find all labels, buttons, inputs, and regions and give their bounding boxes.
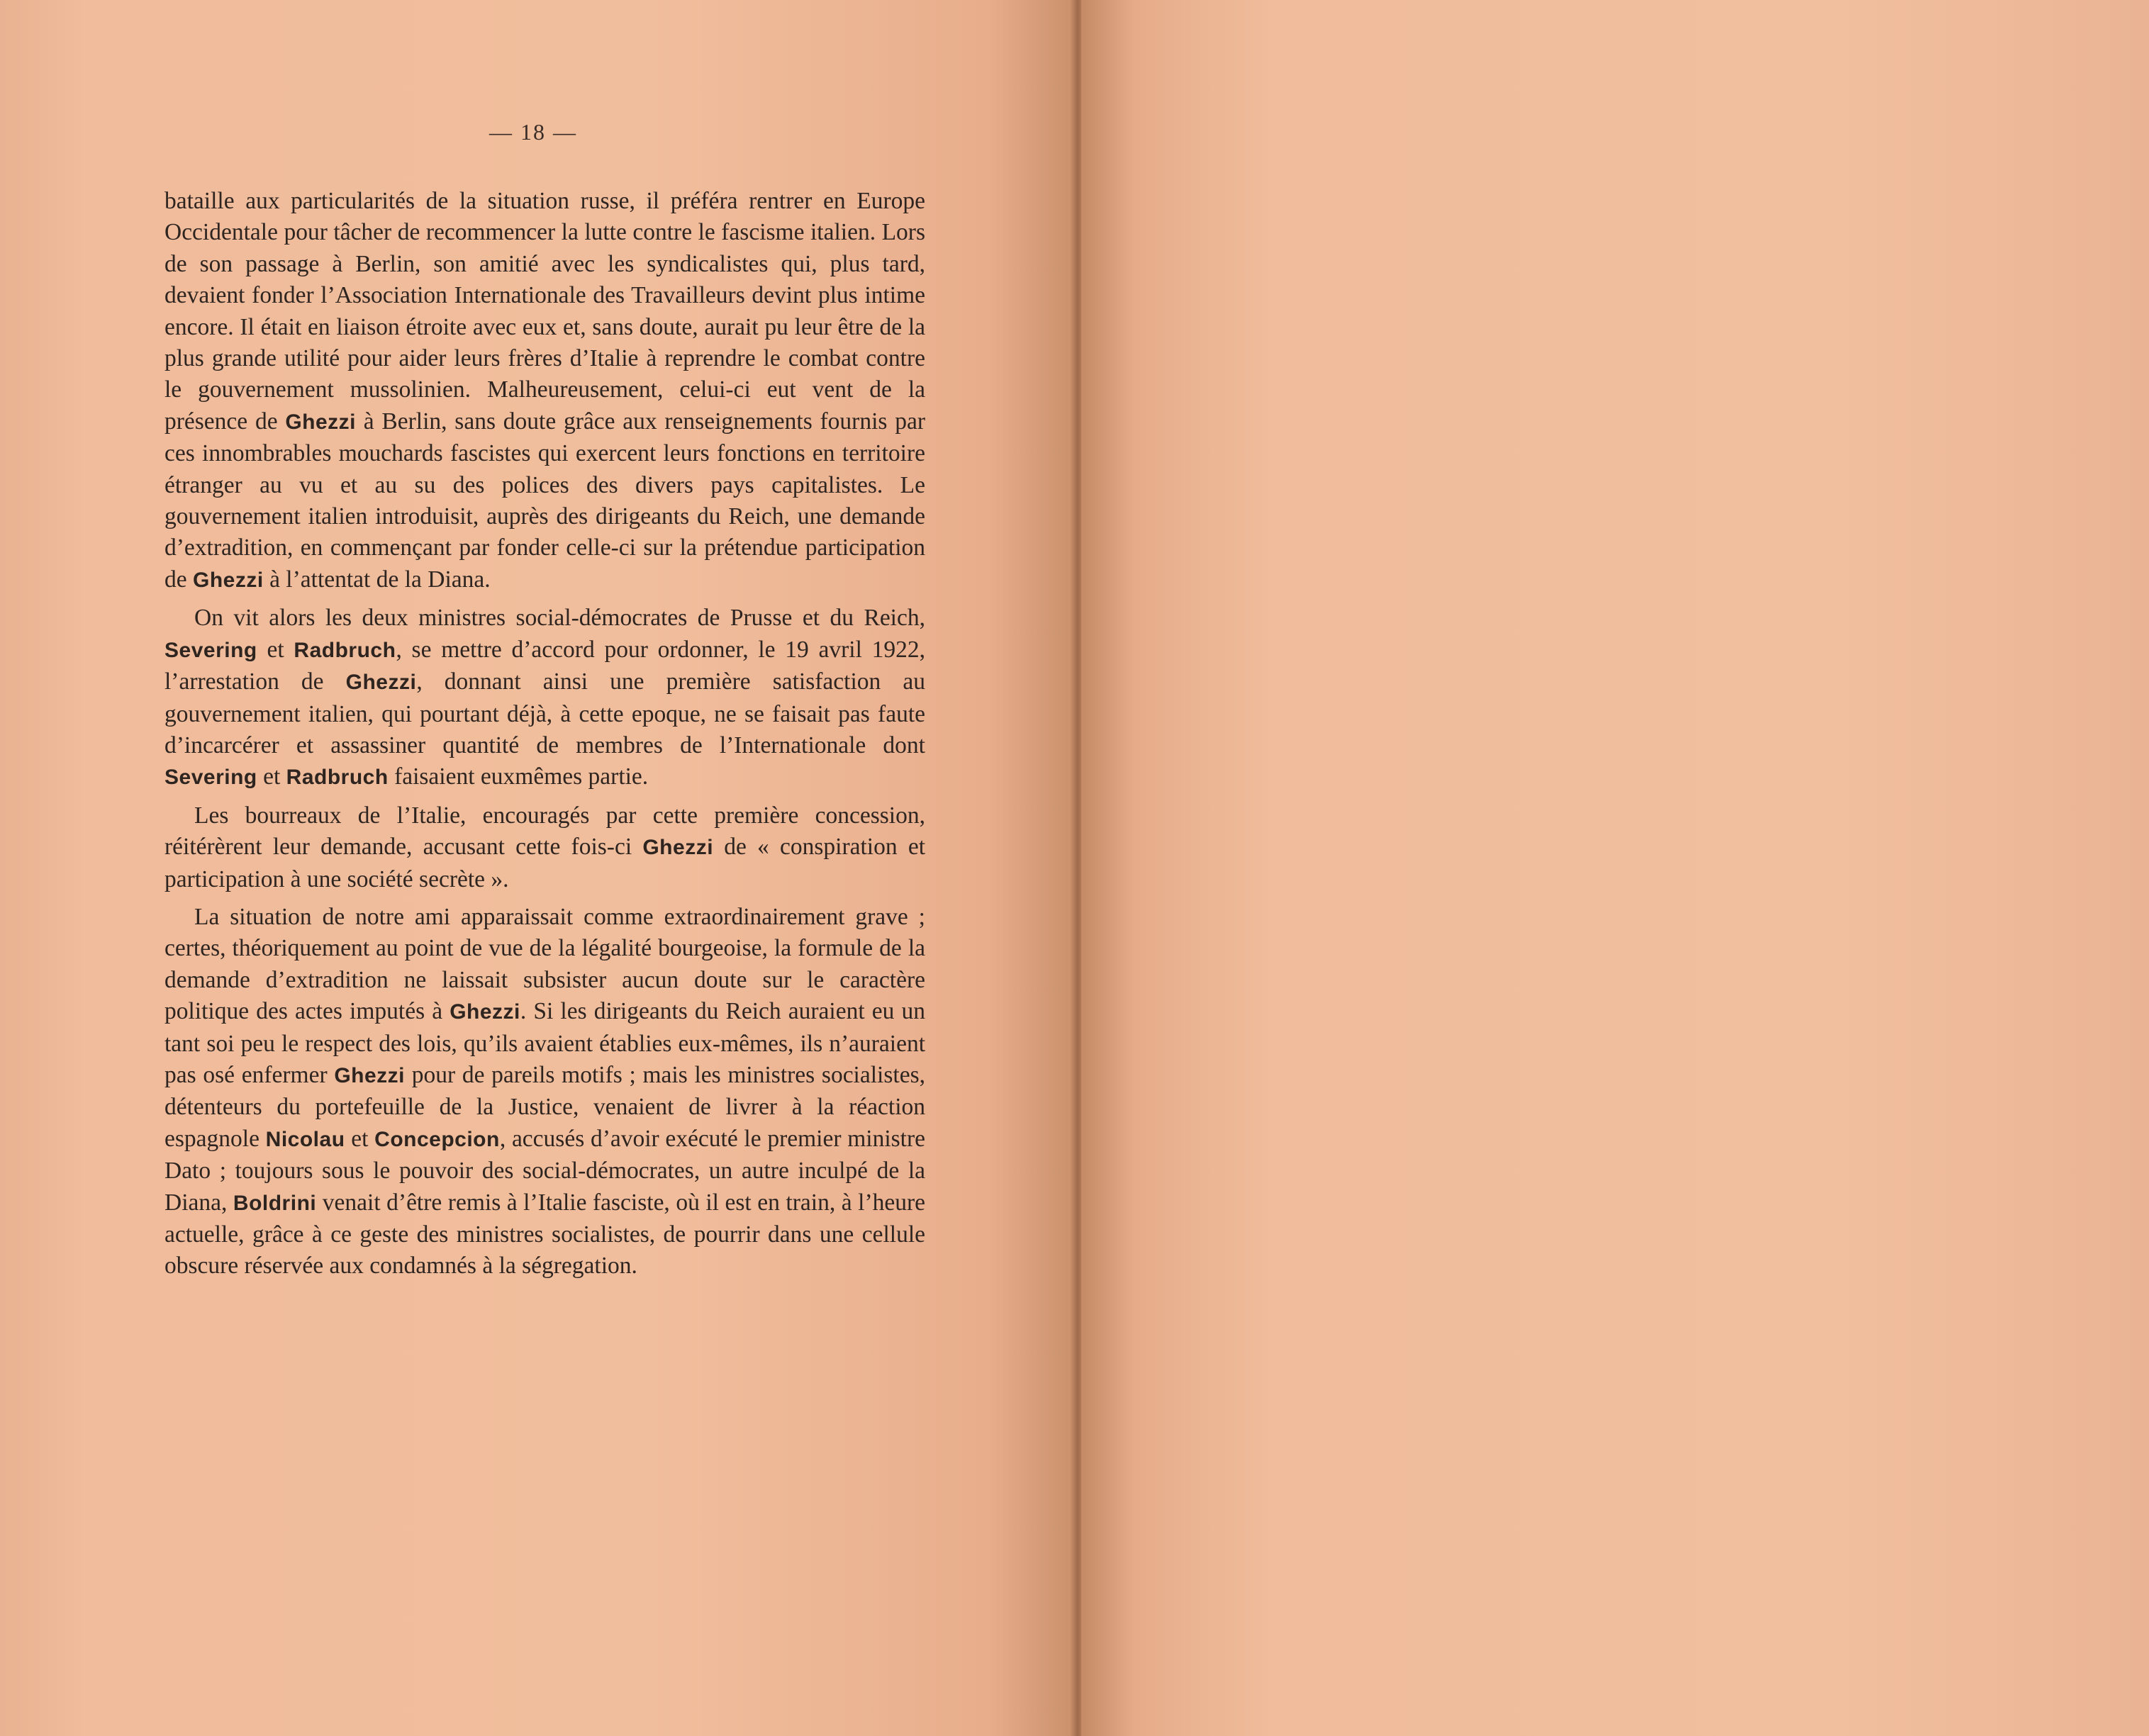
- text-run: et: [257, 636, 294, 663]
- text-run: , se mettre d’accord pour ordonner, le 19 avril 1922, l’arrestation de: [164, 636, 925, 695]
- text-run: La situation de notre ami apparaissait comme extraordinairement grave ; certes, théoriquement au point de vue de la légalité bourgeoise, la formule de la demande d’extradition ne laissait subsister aucun doute sur le caractère politique des actes imputés à: [164, 903, 925, 1025]
- left-page-text: [164, 186, 925, 1289]
- bold-name: Boldrini: [233, 1191, 317, 1215]
- text-run: Les bourreaux de l’Italie, encouragés par cette première concession, réitérèrent leur demande, accusant cette fois-ci: [164, 802, 925, 861]
- bold-name: Radbruch: [294, 638, 396, 662]
- bold-name: Ghezzi: [334, 1063, 405, 1087]
- text-run: à l’attentat de la Diana.: [263, 566, 491, 593]
- bold-name: Severing: [164, 766, 257, 790]
- left-page: [0, 0, 1074, 1736]
- paragraph: [164, 902, 925, 1282]
- text-run: , accusés d’avoir exécuté le premier ministre Dato ; toujours sous le pouvoir des social-démocrates, un autre inculpé de la Diana,: [164, 1125, 925, 1216]
- paragraph: [164, 603, 925, 793]
- bold-name: Ghezzi: [642, 836, 714, 860]
- text-run: faisaient euxmêmes partie.: [388, 763, 649, 790]
- bold-name: Ghezzi: [450, 1000, 520, 1024]
- page-number-left: — 18 —: [489, 119, 577, 145]
- paragraph: [164, 186, 925, 596]
- text-run: venait d’être remis à l’Italie fasciste, où il est en train, à l’heure actuelle, grâce à ce geste des ministres socialistes, de pourrir dans une cellule obscure réservée aux condamnés à la ségregation.: [164, 1189, 925, 1279]
- text-run: à Berlin, sans doute grâce aux renseignements fournis par ces innombrables mouchards fascistes qui exercent leurs fonctions en territoire étranger au vu et au su des polices des divers pays capitalistes. Le gouvernement italien introduisit, auprès des dirigeants du Reich, une demande d’extradition, en commençant par fonder celle-ci sur la prétendue participation de: [164, 408, 925, 593]
- text-run: et: [257, 763, 286, 790]
- text-run: pour de pareils motifs ; mais les ministres socialistes, détenteurs du portefeuille de la Justice, venaient de livrer à la réaction espagnole: [164, 1061, 925, 1152]
- text-run: bataille aux particularités de la situation russe, il préféra rentrer en Europe Occidentale pour tâcher de recommencer la lutte contre le fascisme italien. Lors de son passage à Berlin, son amitié avec les syndicalistes qui, plus tard, devaient fonder l’Association Internationale des Travailleurs devint plus intime encore. Il était en liaison étroite avec eux et, sans doute, aurait pu leur être de la plus grande utilité pour aider leurs frères d’Italie à reprendre le combat contre le gouvernement mussolinien. Malheureusement, celui-ci eut vent de la présence de: [164, 188, 925, 435]
- bold-name: Ghezzi: [345, 671, 417, 695]
- text-run: et: [345, 1125, 375, 1152]
- text-run: . Si les dirigeants du Reich auraient eu un tant soi peu le respect des lois, qu’ils avaient établies eux-mêmes, ils n’auraient pas osé enfermer: [164, 998, 925, 1088]
- bold-name: Concepcion: [374, 1127, 500, 1151]
- paragraph: [164, 800, 925, 895]
- text-run: , donnant ainsi une première satisfaction au gouvernement italien, qui pourtant déjà, à cette epoque, ne se faisait pas faute d’incarcérer et assassiner quantité de membres de l’Internationale dont: [164, 668, 925, 758]
- text-run: On vit alors les deux ministres social-démocrates de Prusse et du Reich,: [194, 605, 925, 632]
- bold-name: Severing: [164, 638, 257, 662]
- right-page: [1081, 0, 2149, 1736]
- text-run: de « conspiration et participation à une société secrète ».: [164, 834, 925, 892]
- bold-name: Ghezzi: [193, 568, 264, 592]
- bold-name: Nicolau: [265, 1127, 345, 1151]
- bold-name: Ghezzi: [285, 410, 357, 434]
- bold-name: Radbruch: [286, 766, 389, 790]
